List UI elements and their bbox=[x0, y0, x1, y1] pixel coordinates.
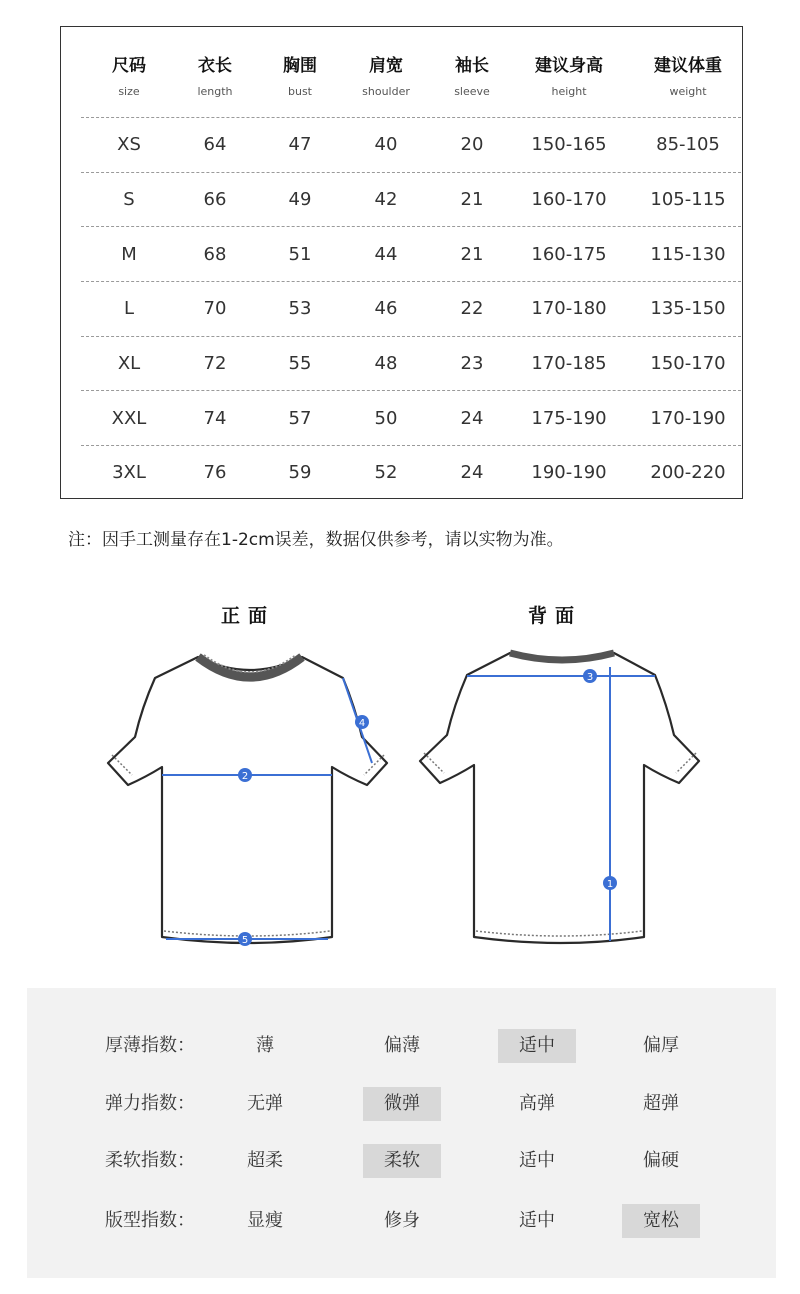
table-cell: 24 bbox=[460, 462, 484, 484]
table-cell: 160-175 bbox=[531, 243, 607, 265]
table-cell: 50 bbox=[374, 407, 398, 429]
header-cell bbox=[535, 27, 603, 117]
table-cell: 52 bbox=[374, 462, 398, 484]
table-cell: 170-180 bbox=[531, 298, 607, 320]
header-label-zh: 衣长 bbox=[198, 55, 232, 76]
table-row bbox=[81, 281, 741, 336]
table-row bbox=[81, 172, 741, 227]
table-cell: 46 bbox=[374, 298, 398, 320]
index-option: 修身 bbox=[384, 1210, 420, 1231]
table-cell: M bbox=[121, 243, 137, 265]
index-label: 版型指数： bbox=[105, 1210, 195, 1231]
index-option-selected: 柔软 bbox=[363, 1144, 441, 1178]
table-cell: 59 bbox=[288, 462, 312, 484]
back-tshirt-diagram bbox=[412, 645, 712, 955]
table-cell: 68 bbox=[203, 243, 227, 265]
table-row bbox=[81, 117, 741, 172]
table-cell: 42 bbox=[374, 189, 398, 211]
table-cell: 74 bbox=[203, 407, 227, 429]
index-option: 高弹 bbox=[519, 1093, 555, 1114]
table-cell: 3XL bbox=[112, 462, 146, 484]
table-cell: 21 bbox=[460, 189, 484, 211]
index-label: 柔软指数： bbox=[105, 1150, 195, 1171]
table-cell: 85-105 bbox=[656, 134, 720, 156]
index-row bbox=[27, 1141, 776, 1181]
table-cell: 21 bbox=[460, 243, 484, 265]
marker-1 bbox=[603, 876, 617, 890]
index-option: 偏薄 bbox=[384, 1035, 420, 1056]
index-label: 弹力指数： bbox=[105, 1093, 195, 1114]
table-cell: 150-165 bbox=[531, 134, 607, 156]
header-label-en: weight bbox=[669, 84, 707, 98]
table-cell: 20 bbox=[460, 134, 484, 156]
marker-4 bbox=[355, 715, 369, 729]
header-label-zh: 建议体重 bbox=[654, 55, 722, 76]
svg-text:5: 5 bbox=[241, 935, 249, 946]
marker-3 bbox=[583, 669, 597, 683]
back-shirt-outline bbox=[420, 653, 699, 943]
table-cell: 170-185 bbox=[531, 353, 607, 375]
table-cell: 66 bbox=[203, 189, 227, 211]
index-row bbox=[27, 1084, 776, 1124]
marker-2 bbox=[238, 768, 252, 782]
svg-text:2: 2 bbox=[241, 771, 249, 782]
index-option: 显瘦 bbox=[247, 1210, 283, 1231]
index-option: 超柔 bbox=[247, 1150, 283, 1171]
table-cell: 47 bbox=[288, 134, 312, 156]
table-cell: 64 bbox=[203, 134, 227, 156]
index-option: 薄 bbox=[256, 1035, 274, 1056]
table-cell: 76 bbox=[203, 462, 227, 484]
measurement-note: 注：因手工测量存在1-2cm误差，数据仅供参考，请以实物为准。 bbox=[68, 530, 564, 550]
table-cell: 49 bbox=[288, 189, 312, 211]
front-tshirt-diagram bbox=[100, 645, 400, 955]
header-label-zh: 肩宽 bbox=[368, 55, 403, 76]
table-cell: 55 bbox=[288, 353, 312, 375]
table-cell: 23 bbox=[460, 353, 484, 375]
header-label-zh: 建议身高 bbox=[535, 55, 603, 76]
table-cell: 48 bbox=[374, 353, 398, 375]
index-option-selected: 适中 bbox=[498, 1029, 576, 1063]
header-cell bbox=[283, 27, 317, 117]
table-cell: 72 bbox=[203, 353, 227, 375]
header-label-en: shoulder bbox=[362, 84, 410, 98]
index-option: 适中 bbox=[519, 1210, 555, 1231]
table-cell: 135-150 bbox=[650, 298, 726, 320]
size-table bbox=[81, 27, 741, 500]
table-cell: 57 bbox=[288, 407, 312, 429]
header-cell bbox=[112, 27, 146, 117]
table-cell: 40 bbox=[374, 134, 398, 156]
table-cell: 105-115 bbox=[650, 189, 726, 211]
index-option: 无弹 bbox=[247, 1093, 283, 1114]
table-cell: 160-170 bbox=[531, 189, 607, 211]
table-cell: XXL bbox=[111, 407, 147, 429]
index-label: 厚薄指数： bbox=[105, 1035, 195, 1056]
front-view-title: 正面 bbox=[221, 605, 276, 627]
svg-text:3: 3 bbox=[586, 672, 594, 683]
table-row bbox=[81, 336, 741, 391]
front-shirt-outline bbox=[108, 657, 387, 943]
header-label-zh: 胸围 bbox=[283, 55, 317, 76]
table-cell: 51 bbox=[288, 243, 312, 265]
table-cell: 150-170 bbox=[650, 353, 726, 375]
table-cell: XL bbox=[117, 353, 141, 375]
size-table-header bbox=[81, 27, 741, 117]
header-label-en: sleeve bbox=[454, 84, 490, 98]
table-row bbox=[81, 445, 741, 500]
table-cell: 175-190 bbox=[531, 407, 607, 429]
back-view-title: 背面 bbox=[528, 605, 583, 627]
table-cell: 115-130 bbox=[650, 243, 726, 265]
size-chart bbox=[60, 26, 743, 499]
table-cell: 24 bbox=[460, 407, 484, 429]
index-option: 超弹 bbox=[643, 1093, 679, 1114]
table-cell: XS bbox=[117, 134, 141, 156]
table-row bbox=[81, 226, 741, 281]
table-cell: 53 bbox=[288, 298, 312, 320]
table-cell: 190-190 bbox=[531, 462, 607, 484]
index-option: 偏硬 bbox=[643, 1150, 679, 1171]
index-option-selected: 宽松 bbox=[622, 1204, 700, 1238]
svg-text:4: 4 bbox=[358, 718, 366, 729]
header-cell bbox=[362, 27, 410, 117]
index-option: 偏厚 bbox=[643, 1035, 679, 1056]
header-label-en: height bbox=[551, 84, 587, 98]
table-cell: 200-220 bbox=[650, 462, 726, 484]
svg-text:1: 1 bbox=[606, 879, 614, 890]
header-label-en: length bbox=[197, 84, 233, 98]
back-collar bbox=[510, 653, 614, 660]
table-cell: 44 bbox=[374, 243, 398, 265]
header-label-en: size bbox=[118, 84, 140, 98]
table-cell: S bbox=[123, 189, 135, 211]
header-label-zh: 袖长 bbox=[454, 55, 489, 76]
index-option-selected: 微弹 bbox=[363, 1087, 441, 1121]
header-label-en: bust bbox=[288, 84, 312, 98]
header-cell bbox=[197, 27, 232, 117]
header-cell bbox=[654, 27, 722, 117]
table-cell: 170-190 bbox=[650, 407, 726, 429]
table-cell: L bbox=[123, 298, 135, 320]
header-label-zh: 尺码 bbox=[112, 55, 146, 76]
index-option: 适中 bbox=[519, 1150, 555, 1171]
marker-5 bbox=[238, 932, 252, 946]
index-row bbox=[27, 1201, 776, 1241]
table-row bbox=[81, 390, 741, 445]
fabric-index-panel bbox=[27, 988, 776, 1278]
header-cell bbox=[454, 27, 490, 117]
table-cell: 70 bbox=[203, 298, 227, 320]
index-row bbox=[27, 1026, 776, 1066]
table-cell: 22 bbox=[460, 298, 484, 320]
